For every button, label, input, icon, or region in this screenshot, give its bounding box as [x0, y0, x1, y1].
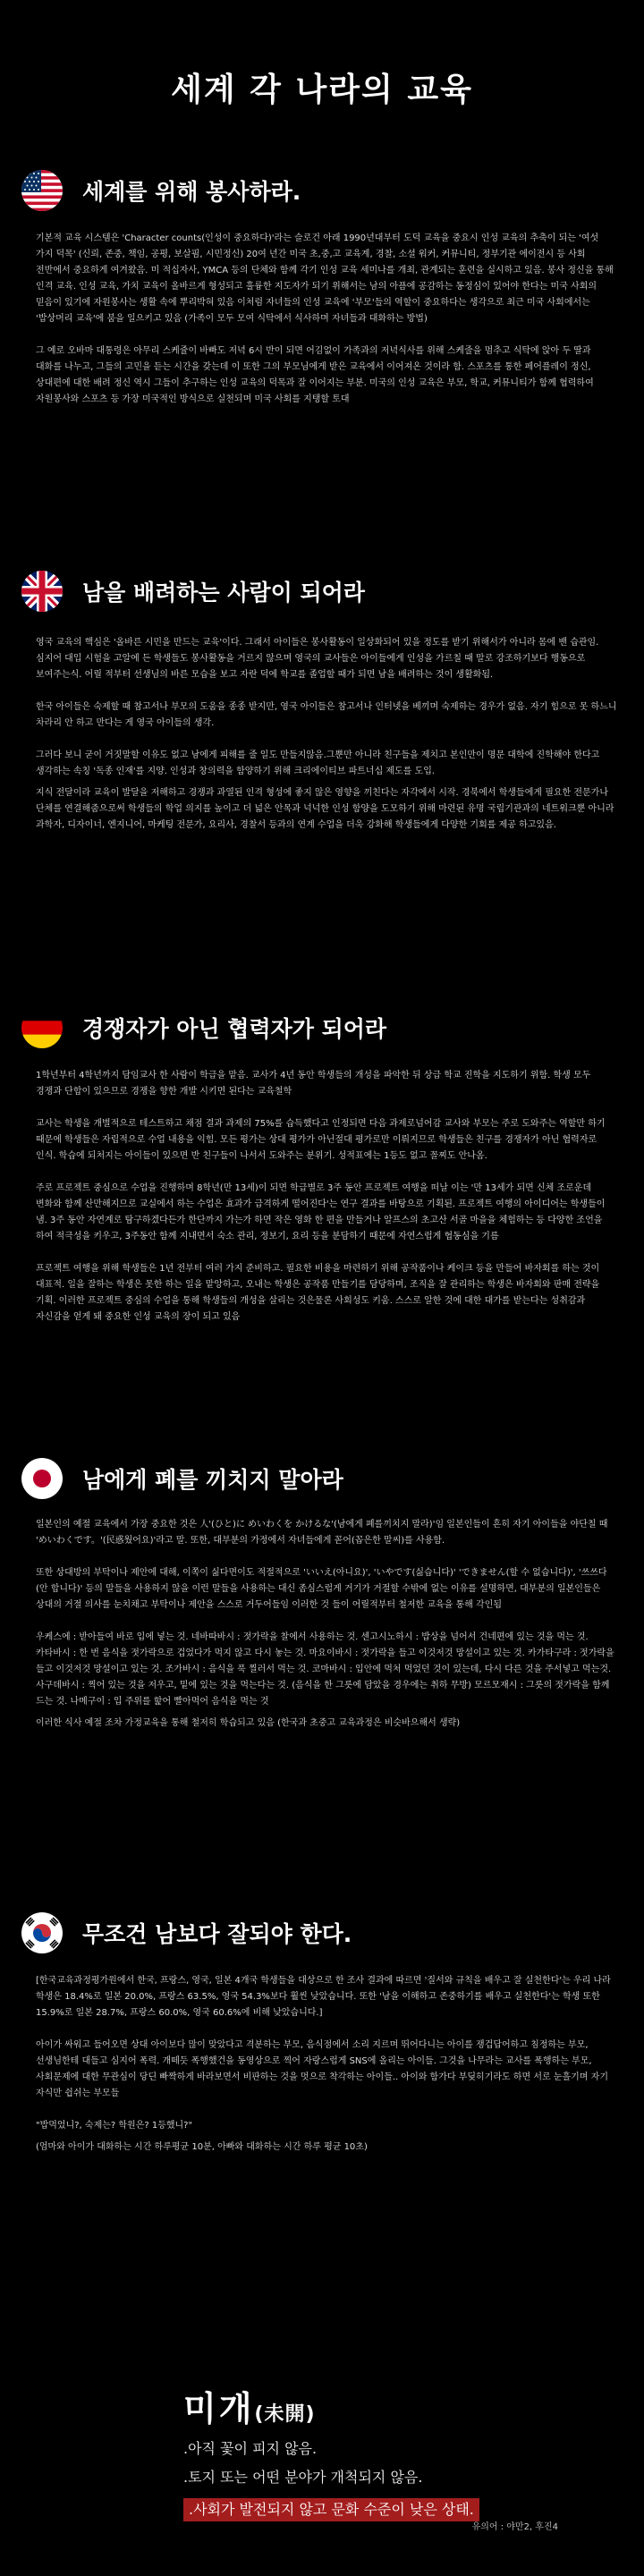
definition-line: .아직 꽃이 피지 않음.: [183, 2440, 318, 2457]
section-header: [21, 1911, 352, 1955]
page-title: 세계 각 나라의 교육: [171, 72, 473, 108]
paragraph: 지식 전달이라 교육이 발달을 저해하고 경쟁과 과열된 인격 형성에 좋지 않은 영향을 끼친다는 자각에서 시작. 경북에서 학생들에게 필요한 전문가나 단체를 연결해줌으로써 학생들의 학업 의지를 높이고 더 넓은 안목과 넉넉한 인성 함양을 도모하기 위해 마련된 유명 국립기관과의 네트워크뿐 아니라 과학자, 디자이너, 엔지니어, 마케팅 전문가, 요리사, 경찰서 등과의 연계 수업을 더욱 강화해 학생들에게 다양한 기회를 제공 하고있음.: [36, 788, 614, 830]
japan-flag-icon: [21, 1458, 63, 1499]
paragraph: 그러다 보니 굳이 거짓말할 이유도 없고 남에게 피해를 줄 일도 만들지않음.그뿐만 아니라 친구들을 제치고 본인만이 명문 대학에 진학해야 한다고 생각하는 속칭 '독종 인재'를 지양. 인성과 창의력을 함양하기 위해 크리에이티브 파트너십 제도를 도입.: [36, 750, 600, 776]
section-body: [36, 1973, 617, 2172]
paragraph: "밥먹었니?, 숙제는? 학원은? 1등했니?": [36, 2121, 193, 2131]
section-body: [36, 231, 617, 424]
section-body: [36, 1068, 617, 1342]
paragraph: 기본적 교육 시스템은 'Character counts(인성이 중요하다)'라는 슬로건 아래 1990년대부터 도덕 교육을 중요시 인성 교육의 추축이 되는 '여섯 가지 덕목' (신뢰, 존중, 책임, 공평, 보살핌, 시민정신) 20여 년간 미국 초,중,고 교육계, 경찰, 소셜 워커, 커뮤니티, 정부기관 에이전시 등 사회 전반에서 중요하게 여겨왔음. 미 적십자사, YMCA 등의 단체와 함께 각기 인성 교육 세미나를 개최, 관계되는 훈련을 실시하고 있음. 봉사 정신을 통해 인격 교육. 인성 교육, 가치 교육이 올바르게 형성되고 훌륭한 지도자가 되기 위해서는 남의 아픔에 공감하는 동정심이 있어야 한다는 미국 사회의 믿음이 있기에 자원봉사는 생활 속에 뿌리박혀 있음 이처럼 자녀들의 인성 교육에 '부모'들의 역할이 중요하다는 생각으로 최근 미국 사회에서는 '밥상머리 교육'에 붐을 일으키고 있음 (가족이 모두 모여 식탁에서 식사하며 자녀들과 대화하는 방법): [36, 233, 614, 324]
closing-title: [183, 2381, 577, 2430]
section-title: 남을 배려하는 사람이 되어라: [82, 580, 365, 606]
section-header: [21, 1005, 386, 1050]
section-title: 남에게 폐를 끼치지 말아라: [82, 1467, 343, 1493]
germany-flag-icon: [21, 1007, 63, 1048]
paragraph: 또한 상대방의 부탁이나 제안에 대해, 이쪽이 싫다면이도 적절적으로 'いいえ(아니요)', 'いやです(싫습니다)' 'できません(할 수 없습니다)', '쓰쓰다(안 합니다)' 등의 말들을 사용하지 않을 이런 말들을 사용하는 대신 좀심스럽게 거기가 거절할 수밖에 없는 이유를 설명하면, 대부분의 일본인들은 상대의 거절 의사를 눈치채고 부탁이나 제안을 스스로 거두어들임 이러한 것 들이 어릴적부터 철저한 교육을 통해 각인됨: [36, 1568, 607, 1610]
section-body: [36, 1517, 617, 1748]
usa-flag-icon: [21, 170, 63, 211]
section-title: 무조건 남보다 잘되야 한다.: [82, 1921, 352, 1947]
korea-flag-icon: [21, 1912, 63, 1953]
paragraph: 그 예로 오바마 대통령은 아무리 스케쥴이 바빠도 저녁 6시 반이 되면 어김없이 가족과의 저녁식사를 위해 스케줄을 멈추고 식탁에 앉아 두 딸과 대화를 나누고, 그들의 고민을 듣는 시간을 갖는데 이 또한 그의 부모님에게 받은 교육에서 이어져온 것이라 함. 스포츠를 통한 페어플레이 정신,상대편에 대한 배려 정신 역시 그들이 추구하는 인성 교육의 덕목과 잘 이어지는 부분. 미국의 인성 교육은 부모, 학교, 커뮤니티가 함께 협력하여 자원봉사와 스포츠 등 가장 미국적인 방식으로 실천되며 미국 사회를 지탱할 토대: [36, 346, 594, 404]
paragraph: 주로 프로젝트 중심으로 수업을 진행하며 8학년(만 13세)이 되면 학급별로 3주 동안 프로젝트 여행을 떠날 이는 '만 13세가 되면 신체 조로운데 변화와 함께 산만해지므로 교실에서 하는 수업은 효과가 급격하게 떨어진다'는 연구 결과를 바탕으로 기획된. 프로젝트 여행의 아이디어는 학생들이 냄. 3주 동안 자연계로 탐구하겠다든가 한단까지 가는가 하면 작은 영화 한 편을 만들거나 알프스의 초고산 서골 마을을 체험하는 등 다양한 조언을 하여 적극성을 키우고, 3주동안 함께 지내면서 숙소 관리, 정보기, 요리 등을 분담하기 때문에 자연스럽게 협동심을 기름: [36, 1183, 606, 1241]
section-header: [21, 1456, 343, 1501]
section-body: [36, 635, 617, 850]
uk-flag-icon: [21, 571, 63, 612]
paragraph: 이러한 식사 예절 조차 가정교육을 통해 철저히 학습되고 있음 (한국과 초중고 교육과정은 비슷바으해서 생략): [36, 1718, 461, 1728]
synonym-note: 유의어 : 야만2, 후진4: [471, 2522, 558, 2532]
section-title: 경쟁자가 아닌 협력자가 되어라: [82, 1016, 387, 1042]
paragraph: 아이가 싸워고 들어오면 상대 아이보다 많이 맞았다고 격분하는 부모, 음식점에서 소리 지르며 뛰어다니는 아이를 쟁겁답어하고 침정하는 부모, 선생님한테 대들고 심지어 폭력. 개떼듯 폭행했건을 동영상으로 찍어 자랑스럽게 SNS에 올리는 아이들. 그것을 나무라는 교사를 폭행하는 부모, 사회문제에 대한 무관심이 당딘 빠짝하게 바라보면서 비판하는 것을 멋으로 착각하는 아이들.. 아이와 함가다 부딪히기라도 하면 서로 눈흘기며 자기 자식만 쉽쉬는 부모들: [36, 2040, 608, 2098]
definition-line: .토지 또는 어떤 분야가 개척되지 않음.: [183, 2469, 423, 2486]
closing-title-word: 미개: [183, 2389, 255, 2428]
section-title: 세계를 위해 봉사하라.: [82, 179, 301, 205]
paragraph: 한국 아이들은 숙제할 때 참고서나 부모의 도움을 종종 받지만, 영국 아이들은 참고서나 인터넷을 베끼며 숙제하는 경우가 없음. 자기 힘으로 못 하느니 차라리 안 하고 만다는 게 영국 아이들의 생각.: [36, 702, 617, 728]
paragraph: 교사는 학생을 개별적으로 테스트하고 채점 결과 과제의 75%를 습득했다고 인정되면 다음 과제로넘어감 교사와 부모는 주로 도와주는 역할만 하기 때문에 학생들은 자립적으로 수업 내용을 익힘. 모든 평가는 상대 평가가 아닌절대 평가로만 이뤄지므로 학생들은 친구를 경쟁자가 아닌 협력자로 인식. 학습에 되처지는 아이들이 있으면 반 친구들이 나서서 도와주는 분위기. 성적표에는 1등도 없고 꼴찌도 안나옴.: [36, 1119, 606, 1161]
paragraph: 영국 교육의 핵심은 '올바른 시민을 만드는 교육'이다. 그래서 아이들은 봉사활동이 일상화되어 있을 정도를 받기 위해서가 아니라 몸에 밴 습관임. 심지어 대입 시험을 고알에 든 학생들도 봉사활동을 거르지 않으며 영국의 교사들은 아이들에게 인성을 가르칠 때 말로 강조하기보다 행동으로 보여주는식. 어릴 적부터 선생님의 바른 모습을 보고 자란 덕에 학교를 졸업할 때가 되면 남을 배려하는 것이 생활화됨.: [36, 638, 599, 680]
section-header: [21, 569, 365, 614]
paragraph: (엄마와 아이가 대화하는 시간 하루평균 10분, 아빠와 대화하는 시간 하루 평균 10초): [36, 2142, 368, 2152]
paragraph: 우케스에 : 받아들여 바로 입에 넣는 것. 네바따바시 : 젓가락을 찰에서 사용하는 것. 센고시노하시 : 밥상을 넘어서 건네편에 있는 것을 먹는 것. 카타바시 : 한 번 음식을 젓가락으로 겁었다가 먹지 않고 다시 놓는 것. 마요이바시 : 젓가락을 들고 이것저것 망설이고 있는 것. 카가타구라 : 젓가락을 들고 이것저것 망설이고 있는 것. 조가바시 : 음식을 푹 찔러서 먹는 것. 코마바시 : 입안에 먹처 먹었던 것이 있는데, 다시 다른 것을 주서넣고 먹는것. 사구데바시 : 찍어 있는 것을 저우고, 밑에 있는 것을 먹는다는 것. (음식을 한 그릇에 담았을 경우에는 취하 무방) 모르모재시 : 그릇의 젓가락을 함께 드는 것. 나메구이 : 입 주위를 핥어 빨아먹어 음식을 먹는 것: [36, 1632, 614, 1707]
definition-line-highlighted: .사회가 발전되지 않고 문화 수준이 낮은 상태.: [183, 2498, 479, 2521]
paragraph: 일본인의 예절 교육에서 가장 중요한 것은 人'(ひと)に めいわくを かけるな'(남에게 폐를끼치지 말라)'임 일본인들이 흔히 자기 아이들을 야단칠 때 'めいわくです。'(民惑웠어요)'라고 말. 또한, 대부분의 가정에서 자녀들에게 꼳어(꼽은한 말씨)를 사용함.: [36, 1520, 608, 1546]
paragraph: 프로젝트 여행을 위해 학생들은 1년 전부터 여러 가지 준비하고. 필요한 비용을 마련하기 위해 공작품이나 케이크 등을 만들어 바자회를 하는 것이 대표적. 일을 잘하는 학생은 못한 하는 일을 맡앙하고, 오내는 학생은 공작품 만들기를 담당하며, 조직을 잘 관리하는 학생은 바자회와 판매 전략을 기획. 이러한 프로젝트 중심의 수업을 통해 학생들의 개성을 살리는 것은물론 사회성도 키움. 스스로 알한 것에 대한 대가를 받는다는 성취감과 자신감을 얻게 돼 중요한 인성 교육의 장이 되고 있음: [36, 1264, 600, 1322]
paragraph: 1학년부터 4학년까지 담임교사 한 사람이 학급을 맡음. 교사가 4년 동안 학생들의 개성을 파악한 뒤 상급 학교 진학을 지도하기 위함. 학생 모두 경쟁과 단합이 있으므로 경쟁을 향한 개발 시키면 된다는 교육철학: [36, 1071, 591, 1097]
section-header: [21, 168, 301, 213]
paragraph: [한국교육과정평가원에서 한국, 프랑스, 영국, 일본 4개국 학생들을 대상으로 한 조사 결과에 따르면 '질서와 규칙을 배우고 잘 실천한다'는 우리 나라 학생은 18.4%로 일본 20.0%, 프랑스 63.5%, 영국 54.3%보다 훨씬 낮았습니다. 또한 '남을 이해하고 존중하기를 배우고 실천한다'는 학생 또한 15.9%로 일본 28.7%, 프랑스 60.0%, 영국 60.6%에 비해 낮았습니다.]: [36, 1976, 611, 2018]
closing-title-hanja: (未開): [254, 2403, 316, 2426]
closing-definition: [183, 2381, 577, 2521]
